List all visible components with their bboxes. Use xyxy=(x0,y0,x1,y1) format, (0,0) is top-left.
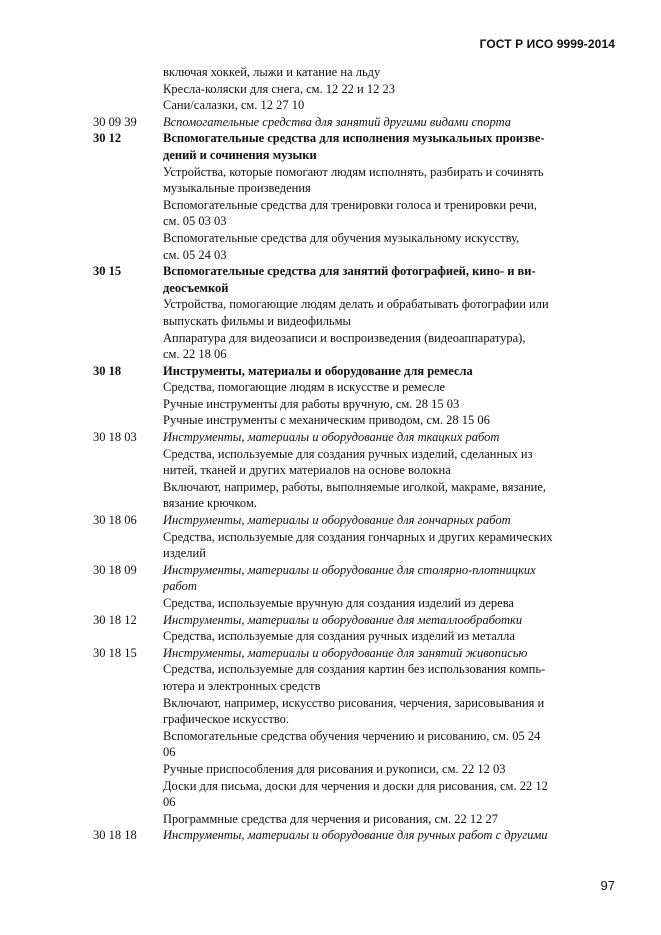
description-block xyxy=(93,446,616,512)
entry-title xyxy=(163,263,616,296)
classification-entry xyxy=(93,512,616,529)
text-line: ютера и электронных средств xyxy=(163,678,321,693)
classification-entry xyxy=(93,562,616,595)
text-line: Средства, используемые для создания ручных изделий, сделанных из xyxy=(163,446,533,461)
text-line: нитей, тканей и других материалов на основе волокна xyxy=(163,463,451,478)
document-header: ГОСТ Р ИСО 9999-2014 xyxy=(479,37,615,51)
entry-code: 30 18 15 xyxy=(93,645,137,660)
text-line: Кресла-коляски для снега, см. 12 22 и 12 23 xyxy=(163,81,395,96)
entry-description xyxy=(163,595,616,612)
text-line: включая хоккей, лыжи и катание на льду xyxy=(163,65,381,79)
description-block xyxy=(93,529,616,562)
entry-code: 30 18 03 xyxy=(93,430,137,445)
description-block xyxy=(93,595,616,612)
text-line: Доски для письма, доски для черчения и доски для рисования, см. 22 12 xyxy=(163,778,548,793)
text-line: см. 05 03 03 xyxy=(163,214,227,229)
entry-title xyxy=(163,114,616,131)
text-line: см. 22 18 06 xyxy=(163,347,227,362)
text-line: Инструменты, материалы и оборудование для столярно-плотницких xyxy=(163,562,536,577)
page-number: 97 xyxy=(600,878,615,893)
entry-code xyxy=(93,529,163,562)
text-line: Программные средства для черчения и рисования, см. 22 12 27 xyxy=(163,811,499,826)
text-line: Инструменты, материалы и оборудование для занятий живописью xyxy=(163,645,528,660)
entry-code xyxy=(93,628,163,645)
entry-title xyxy=(163,363,616,380)
text-line: Аппаратура для видеозаписи и воспроизведения (видеоаппаратура), xyxy=(163,330,526,345)
classification-entry xyxy=(93,645,616,662)
text-line: Включают, например, работы, выполняемые иголкой, макраме, вязание, xyxy=(163,479,547,494)
entry-title xyxy=(163,612,616,629)
description-block xyxy=(93,628,616,645)
description-block xyxy=(93,379,616,429)
text-line: деосъемкой xyxy=(163,280,229,295)
text-line: Средства, помогающие людям в искусстве и ремесле xyxy=(163,380,446,395)
description-block xyxy=(93,296,616,362)
entry-code xyxy=(93,296,163,362)
classification-entry xyxy=(93,429,616,446)
text-line: Средства, используемые для создания ручных изделий из металла xyxy=(163,629,515,644)
text-line: изделий xyxy=(163,546,206,561)
text-line: Инструменты, материалы и оборудование для гончарных работ xyxy=(163,513,511,528)
entry-code: 30 12 xyxy=(93,131,122,146)
classification-entry xyxy=(93,363,616,380)
text-line: Устройства, которые помогают людям исполнять, разбирать и сочинять xyxy=(163,164,544,179)
entry-description xyxy=(163,661,616,827)
entry-code xyxy=(93,164,163,264)
entry-title xyxy=(163,512,616,529)
text-line: Вспомогательные средства обучения черчению и рисованию, см. 05 24 xyxy=(163,728,541,743)
entry-title xyxy=(163,130,616,163)
text-line: Средства, используемые для создания гончарных и других керамических xyxy=(163,529,553,544)
text-line: см. 05 24 03 xyxy=(163,247,227,262)
entry-title xyxy=(163,429,616,446)
text-line: 06 xyxy=(163,745,176,760)
text-line: Средства, используемые вручную для создания изделий из дерева xyxy=(163,596,514,610)
text-line: дений и сочинения музыки xyxy=(163,147,317,162)
text-line: Вспомогательные средства для тренировки голоса и тренировки речи, xyxy=(163,197,537,212)
classification-entry xyxy=(93,130,616,163)
entry-code: 30 18 09 xyxy=(93,562,137,577)
text-line: Вспомогательные средства для исполнения музыкальных произве- xyxy=(163,131,545,146)
classification-entry xyxy=(93,827,616,844)
entry-description xyxy=(163,64,616,114)
text-line: выпускать фильмы и видеофильмы xyxy=(163,313,351,328)
entry-description xyxy=(163,379,616,429)
classification-list xyxy=(93,64,616,844)
classification-entry xyxy=(93,612,616,629)
entry-code xyxy=(93,379,163,429)
text-line: работ xyxy=(163,579,197,594)
entry-code: 30 09 39 xyxy=(93,114,137,129)
description-block xyxy=(93,164,616,264)
text-line: Средства, используемые для создания картин без использования компь- xyxy=(163,662,546,677)
text-line: Инструменты, материалы и оборудование для ремесла xyxy=(163,363,473,378)
text-line: Инструменты, материалы и оборудование для ручных работ с другими xyxy=(163,828,548,843)
entry-code: 30 15 xyxy=(93,264,122,279)
text-line: вязание крючком. xyxy=(163,496,257,511)
entry-code: 30 18 06 xyxy=(93,513,137,528)
text-line: Инструменты, материалы и оборудование для ткацких работ xyxy=(163,430,500,445)
entry-code xyxy=(93,64,163,114)
entry-code xyxy=(93,446,163,512)
text-line: графическое искусство. xyxy=(163,712,290,727)
entry-description xyxy=(163,296,616,362)
text-line: Сани/салазки, см. 12 27 10 xyxy=(163,98,305,113)
text-line: Ручные инструменты с механическим приводом, см. 28 15 06 xyxy=(163,413,490,428)
entry-code: 30 18 xyxy=(93,363,122,378)
entry-code: 30 18 18 xyxy=(93,828,137,843)
text-line: 06 xyxy=(163,795,176,810)
text-line: музыкальные произведения xyxy=(163,181,311,196)
entry-description xyxy=(163,164,616,264)
entry-description xyxy=(163,628,616,645)
entry-code: 30 18 12 xyxy=(93,612,137,627)
text-line: Ручные приспособления для рисования и рукописи, см. 22 12 03 xyxy=(163,761,506,776)
description-block xyxy=(93,64,616,114)
entry-description xyxy=(163,446,616,512)
entry-code xyxy=(93,661,163,827)
entry-code xyxy=(93,595,163,612)
entry-title xyxy=(163,562,616,595)
text-line: Устройства, помогающие людям делать и обрабатывать фотографии или xyxy=(163,297,549,312)
text-line: Инструменты, материалы и оборудование для металлообработки xyxy=(163,612,523,627)
entry-title xyxy=(163,645,616,662)
classification-entry xyxy=(93,263,616,296)
entry-description xyxy=(163,529,616,562)
text-line: Ручные инструменты для работы вручную, см. 28 15 03 xyxy=(163,396,460,411)
text-line: Включают, например, искусство рисования, черчения, зарисовывания и xyxy=(163,695,545,710)
description-block xyxy=(93,661,616,827)
text-line: Вспомогательные средства для занятий другими видами спорта xyxy=(163,114,512,129)
text-line: Вспомогательные средства для обучения музыкальному искусству, xyxy=(163,230,520,245)
entry-title xyxy=(163,827,616,844)
text-line: Вспомогательные средства для занятий фотографией, кино- и ви- xyxy=(163,264,536,279)
classification-entry xyxy=(93,114,616,131)
